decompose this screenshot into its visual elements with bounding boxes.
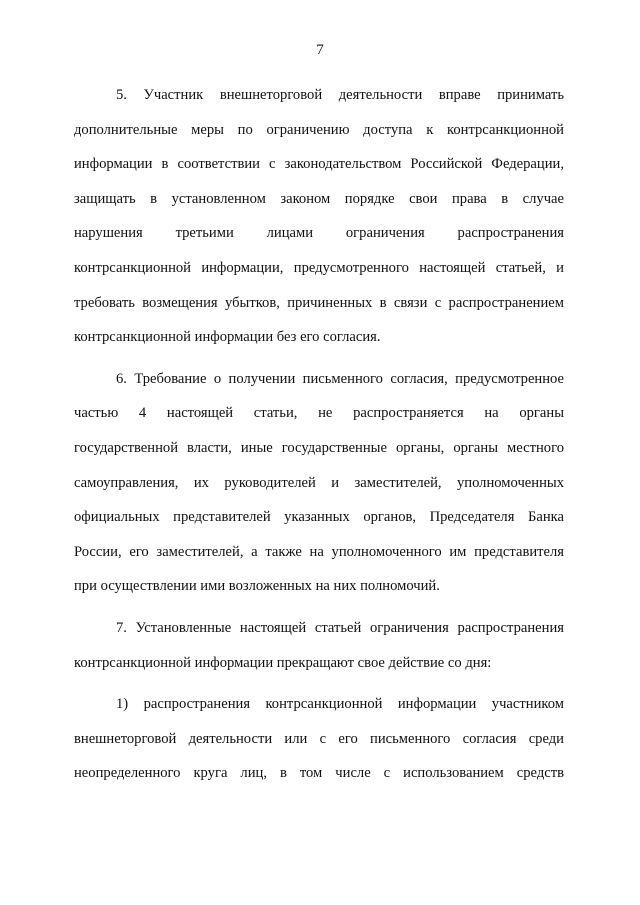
text-line: России, его заместителей, а также на уполномоченного им представителя	[74, 543, 564, 560]
paragraph-6	[74, 362, 564, 604]
text-line: защищать в установленном законом порядке свои права в случае	[74, 190, 564, 207]
text-line: требовать возмещения убытков, причиненных в связи с распространением	[74, 294, 564, 311]
text-line: при осуществлении ими возложенных на них полномочий.	[74, 578, 440, 595]
text-line: частью 4 настоящей статьи, не распространяется на органы	[74, 405, 564, 422]
text-line: 5. Участник внешнеторговой деятельности вправе принимать	[116, 87, 564, 103]
paragraph-7	[74, 611, 564, 680]
text-line: 6. Требование о получении письменного согласия, предусмотренное	[116, 370, 564, 387]
text-line: самоуправления, их руководителей и заместителей, уполномоченных	[74, 474, 564, 491]
text-line: дополнительные меры по ограничению доступа к контрсанкционной	[74, 121, 564, 138]
text-line: нарушения третьими лицами ограничения распространения	[74, 225, 564, 242]
text-line: государственной власти, иные государственные органы, органы местного	[74, 439, 564, 456]
text-line: контрсанкционной информации прекращают свое действие со дня:	[74, 654, 492, 671]
document-body	[74, 78, 564, 798]
text-line: внешнеторговой деятельности или с его письменного согласия среди	[74, 730, 564, 747]
text-line: 1) распространения контрсанкционной информации участником	[116, 696, 564, 713]
text-line: информации в соответствии с законодательством Российской Федерации,	[74, 156, 564, 173]
text-line: неопределенного круга лиц, в том числе с использованием средств	[74, 765, 564, 782]
paragraph-5	[74, 78, 564, 355]
text-line: контрсанкционной информации, предусмотренного настоящей статьей, и	[74, 259, 564, 276]
text-line: официальных представителей указанных органов, Председателя Банка	[74, 509, 564, 526]
paragraph-7-item-1	[74, 687, 564, 791]
page-number: 7	[316, 42, 324, 58]
text-line: 7. Установленные настоящей статьей ограничения распространения	[116, 619, 564, 636]
text-line: контрсанкционной информации без его согласия.	[74, 329, 381, 346]
